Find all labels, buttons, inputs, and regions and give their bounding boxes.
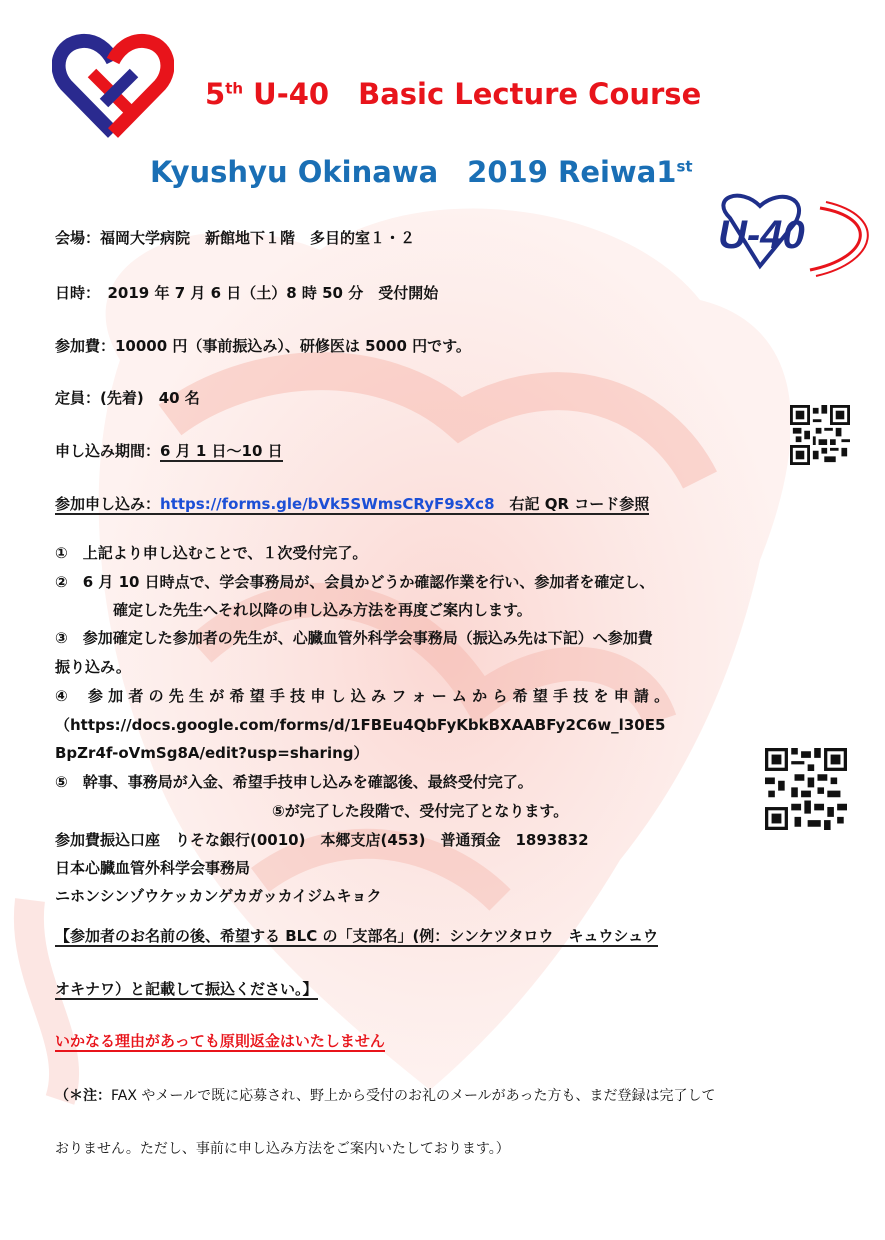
refund-text: いかなる理由があっても原則返金はいたしません [55,1032,385,1050]
footnote-cont: おりません。ただし、事前に申し込み方法をご案内いたしております。） [55,1141,510,1157]
footnote-prefix: （＊注： [55,1088,111,1104]
u40-badge-logo [700,188,880,278]
capacity-text: 定員：(先着) 40 名 [55,389,200,407]
step-4-url-b[interactable]: BpZr4f-oVmSg8A/edit?usp=sharing） [55,744,369,762]
footnote-line-a: FAX やメールで既に応募され、野上から受付のお礼のメールがあった方も、まだ登録は完了して [111,1088,716,1104]
bank-holder-kana: ニホンシンゾウケッカンゲカガッカイジムキョク [55,887,382,905]
course-title: 5th U-40 Basic Lecture Course [205,77,702,111]
refund-warning [55,1030,385,1051]
footnote [55,1085,716,1105]
apply-link[interactable]: https://forms.gle/bVk5SWmsCRyF9sXc8 [160,495,495,513]
step-2-cont: 確定した先生へそれ以降の申し込み方法を再度ご案内します。 [113,601,532,619]
course-subtitle: Kyushyu Okinawa 2019 Reiwa1st [150,155,693,189]
heart-logo-icon [52,33,174,143]
step-4: ④ 参 加 者 の 先 生 が 希 望 手 技 申 し 込 み フ ォ ー ム か ら 希 望 手 技 を 申 請 。 [55,687,670,705]
period-value: 6 月 1 日～10 日 [160,442,283,460]
fee-text: 参加費：10000 円（事前振込み）、研修医は 5000 円です。 [55,337,471,355]
bank-account: 参加費振込口座 りそな銀行(0010) 本郷支店(453) 普通預金 1893832 [55,831,589,849]
step-3: ③ 参加確定した参加者の先生が、心臓血管外科学会事務局（振込み先は下記）へ参加費 [55,629,653,647]
badge-text: U-40 [718,213,805,257]
period-row [55,440,283,461]
period-label: 申し込み期間： [55,442,161,460]
qr-code-icon [790,405,850,465]
apply-label: 参加申し込み： [55,495,161,513]
step-2: ② 6 月 10 日時点で、学会事務局が、会員かどうか確認作業を行い、参加者を確定し、 [55,573,655,591]
step-5: ⑤ 幹事、事務局が入金、希望手技申し込みを確認後、最終受付完了。 [55,773,533,791]
apply-note: 右記 QR コード参照 [494,495,650,513]
transfer-note-a: 【参加者のお名前の後、希望する BLC の「支部名」(例：シンケツタロウ キュウシュウ [55,927,659,945]
step-5-note: ⑤が完了した段階で、受付完了となります。 [272,802,569,820]
step-3-cont: 振り込み。 [55,658,131,676]
qr-code-icon [765,748,847,830]
step-1: ① 上記より申し込むことで、１次受付完了。 [55,544,368,562]
venue-text: 会場：福岡大学病院 新館地下１階 多目的室１・２ [55,229,416,247]
transfer-note [55,925,658,946]
apply-row [55,493,649,514]
transfer-note-b: オキナワ）と記載して振込ください。】 [55,980,318,998]
datetime-text: 日時： 2019 年 7 月 6 日（土）8 時 50 分 受付開始 [55,284,439,302]
transfer-note-cont [55,978,318,999]
bank-holder: 日本心臓血管外科学会事務局 [55,859,251,877]
step-4-url-a[interactable]: （https://docs.google.com/forms/d/1FBEu4QbFyKbkBXAABFy2C6w_l30E5 [55,716,666,734]
